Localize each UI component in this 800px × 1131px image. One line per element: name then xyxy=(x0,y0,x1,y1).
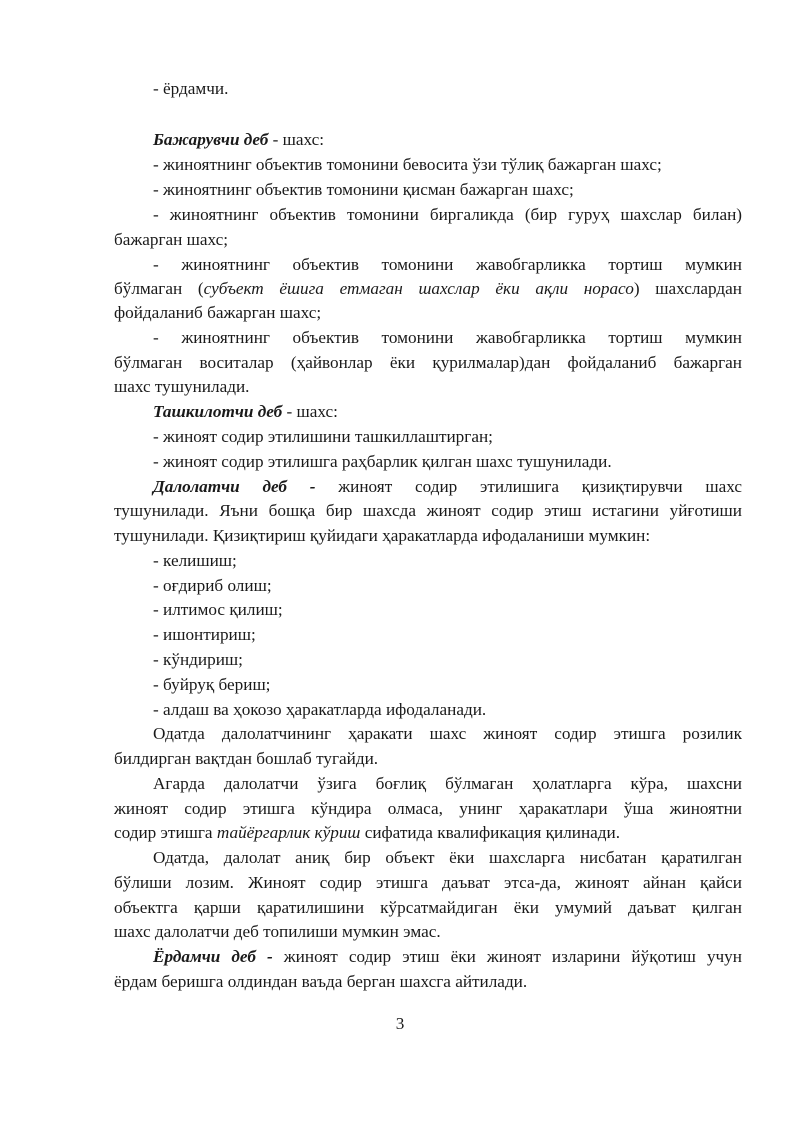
definition-heading-accomplice xyxy=(153,945,742,969)
text-span: жиноят содир этилишига қизиқтирувчи шахс xyxy=(338,477,742,496)
text-line: тушунилади. Яъни бошқа бир шахсда жиноят содир этиш истагини уйғотиши xyxy=(114,501,742,520)
text-span: сифатида квалификация қилинади. xyxy=(360,823,621,842)
text-line: бўлмаган воситалар (ҳайвонлар ёки қурилмалар)дан фойдаланиб бажарган xyxy=(114,353,742,372)
text-line: бажарган шахс; xyxy=(114,230,229,249)
text-line xyxy=(114,821,620,845)
list-item: - келишиш; xyxy=(153,551,237,570)
text-span: содир этишга xyxy=(114,823,217,842)
list-item: - кўндириш; xyxy=(153,650,243,669)
page-number: 3 xyxy=(395,1014,405,1033)
text-span: - шахс: xyxy=(268,130,324,149)
term-accomplice: Ёрдамчи деб - xyxy=(153,947,273,966)
list-item: - жиноятнинг объектив томонини бевосита ўзи тўлиқ бажарган шахс; xyxy=(153,155,662,174)
list-item: - жиноятнинг объектив томонини қисман бажарган шахс; xyxy=(153,180,574,199)
italic-span: тайёргарлик кўриш xyxy=(216,823,361,842)
term-perpetrator: Бажарувчи деб xyxy=(153,130,269,149)
paragraph-line: Агарда далолатчи ўзига боғлиқ бўлмаган ҳолатларга кўра, шахсни xyxy=(153,774,742,793)
list-item: - илтимос қилиш; xyxy=(153,600,283,619)
text-span: бўлмаган ( xyxy=(114,279,204,298)
text-line: жиноят содир этишга кўндира олмаса, унинг ҳаракатлари ўша жиноятни xyxy=(114,799,742,818)
paragraph-line: Одатда далолатчининг ҳаракати шахс жиноят содир этишга розилик xyxy=(153,724,742,743)
text-span: - шахс: xyxy=(282,402,338,421)
list-item: - ишонтириш; xyxy=(153,625,256,644)
list-item: - буйруқ бериш; xyxy=(153,675,271,694)
text-line: тушунилади. Қизиқтириш қуйидаги ҳаракатларда ифодаланиши мумкин: xyxy=(114,526,651,545)
list-item: - жиноятнинг объектив томонини биргаликда (бир гуруҳ шахслар билан) xyxy=(153,205,742,224)
definition-heading-organizer xyxy=(153,400,338,424)
list-item: - жиноят содир этилишга раҳбарлик қилган шахс тушунилади. xyxy=(153,452,612,471)
text-line: объектга қарши қаратилишини кўрсатмайдиган ёки умумий даъват қилган xyxy=(114,898,742,917)
text-line: шахс далолатчи деб топилиши мумкин эмас. xyxy=(114,922,441,941)
text-line: - ёрдамчи. xyxy=(153,79,229,98)
text-line: ёрдам беришга олдиндан ваъда берган шахсга айтилади. xyxy=(114,972,528,991)
text-line: шахс тушунилади. xyxy=(114,377,250,396)
list-item: - жиноятнинг объектив томонини жавобгарликка тортиш мумкин xyxy=(153,328,742,347)
term-organizer: Ташкилотчи деб xyxy=(153,402,283,421)
definition-heading-instigator xyxy=(153,475,742,499)
term-instigator: Далолатчи деб - xyxy=(153,477,316,496)
text-span: жиноят содир этиш ёки жиноят изларини йўқотиш учун xyxy=(272,947,742,966)
list-item: - оғдириб олиш; xyxy=(153,576,272,595)
text-line: билдирган вақтдан бошлаб тугайди. xyxy=(114,749,379,768)
definition-heading-perpetrator xyxy=(153,128,324,152)
paragraph-line: Одатда, далолат аниқ бир объект ёки шахсларга нисбатан қаратилган xyxy=(153,848,742,867)
text-line: бўлиши лозим. Жиноят содир этишга даъват этса-да, жиноят айнан қайси xyxy=(114,873,742,892)
list-item: - жиноятнинг объектив томонини жавобгарликка тортиш мумкин xyxy=(153,255,742,274)
text-line: фойдаланиб бажарган шахс; xyxy=(114,303,322,322)
list-item: - жиноят содир этилишини ташкиллаштирган; xyxy=(153,427,493,446)
list-item: - алдаш ва ҳокозо ҳаракатларда ифодаланади. xyxy=(153,700,487,719)
italic-span: субъект ёшига етмаган шахслар ёки ақли норасо xyxy=(203,279,634,298)
text-line xyxy=(114,277,742,301)
text-span: ) шахслардан xyxy=(633,279,742,298)
